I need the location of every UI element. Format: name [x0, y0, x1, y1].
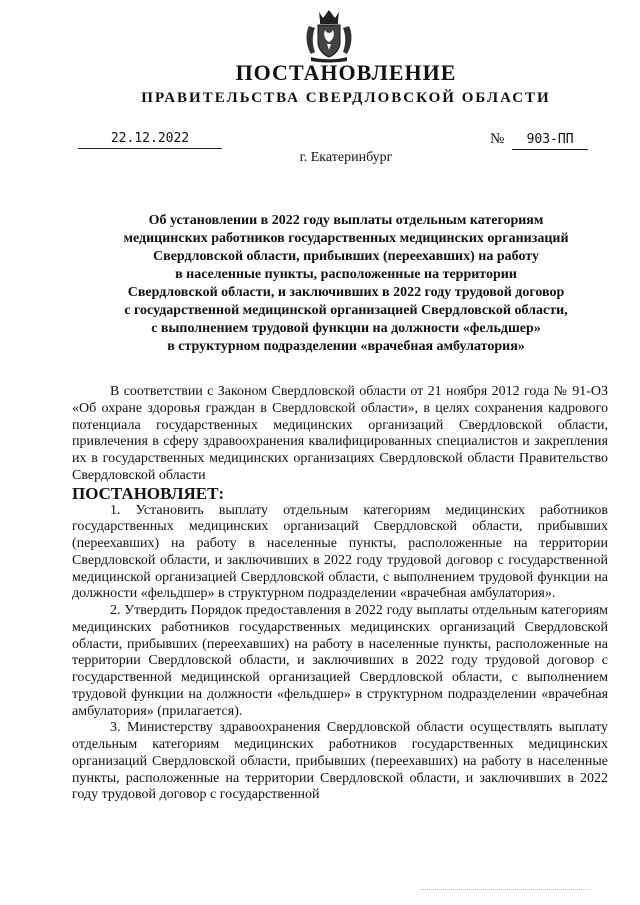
- clause-3: 3. Министерству здравоохранения Свердловской области осуществлять выплату отдельным категориям медицинских работников государственных медицинских организаций Свердловской области, прибывших (переехавших) на работу в населенные пункты, расположенные на территории Свердловской области, и заключивших в 2022 году трудовой договор с государственной: [72, 720, 608, 803]
- clause-2: 2. Утвердить Порядок предоставления в 2022 году выплаты отдельным категориям медицинских работников государственных медицинских организаций Свердловской области, прибывших (переехавших) на работу в населенные пункты, расположенные на территории Свердловской области, и заключивших в 2022 году трудовой договор с государственной медицинской организацией Свердловской области, с выполнением трудовой функции на должности «фельдшер» в структурном подразделении «врачебная амбулатория» (прилагается).: [72, 603, 608, 719]
- coat-of-arms-icon: [303, 8, 355, 64]
- document-date: 22.12.2022: [78, 130, 222, 149]
- decree-word: ПОСТАНОВЛЯЕТ:: [72, 483, 225, 503]
- issuing-authority: ПРАВИТЕЛЬСТВА СВЕРДЛОВСКОЙ ОБЛАСТИ: [141, 90, 551, 106]
- heading-line: Свердловской области, прибывших (переехавших) на работу: [153, 249, 539, 264]
- document-body: [72, 384, 608, 804]
- document-number-block: [490, 130, 588, 150]
- heading-line: с выполнением трудовой функции на должности «фельдшер»: [151, 321, 541, 336]
- scan-artifact: [420, 887, 590, 890]
- document-number: 903-ПП: [512, 131, 588, 150]
- heading-line: с государственной медицинской организацией Свердловской области,: [124, 303, 568, 318]
- heading-line: в населенные пункты, расположенные на территории: [175, 267, 517, 282]
- heading-line: в структурном подразделении «врачебная амбулатория»: [167, 339, 525, 354]
- heading-line: Об установлении в 2022 году выплаты отдельным категориям: [148, 213, 544, 228]
- resolution-heading: [60, 212, 632, 356]
- heading-line: медицинских работников государственных медицинских организаций: [123, 231, 569, 246]
- preamble-paragraph: В соответствии с Законом Свердловской области от 21 ноября 2012 года № 91-ОЗ «Об охране здоровья граждан в Свердловской области», в целях сохранения кадрового потенциала государственных медицинских организаций Свердловской области, привлечения в сферу здравоохранения квалифицированных специалистов и закрепления их в государственных медицинских организациях Свердловской области Правительство Свердловской области: [72, 384, 608, 483]
- city-line: г. Екатеринбург: [299, 150, 393, 165]
- document-title: ПОСТАНОВЛЕНИЕ: [235, 60, 457, 85]
- heading-line: Свердловской области, и заключивших в 2022 году трудовой договор: [127, 285, 565, 300]
- number-sign: №: [490, 131, 505, 147]
- clause-1: 1. Установить выплату отдельным категориям медицинских работников государственных медицинских организаций Свердловской области, прибывших (переехавших) на работу в населенные пункты, расположенные на территории Свердловской области, и заключивших в 2022 году трудовой договор с государственной медицинской организацией Свердловской области, с выполнением трудовой функции на должности «фельдшер» в структурном подразделении «врачебная амбулатория».: [72, 502, 608, 602]
